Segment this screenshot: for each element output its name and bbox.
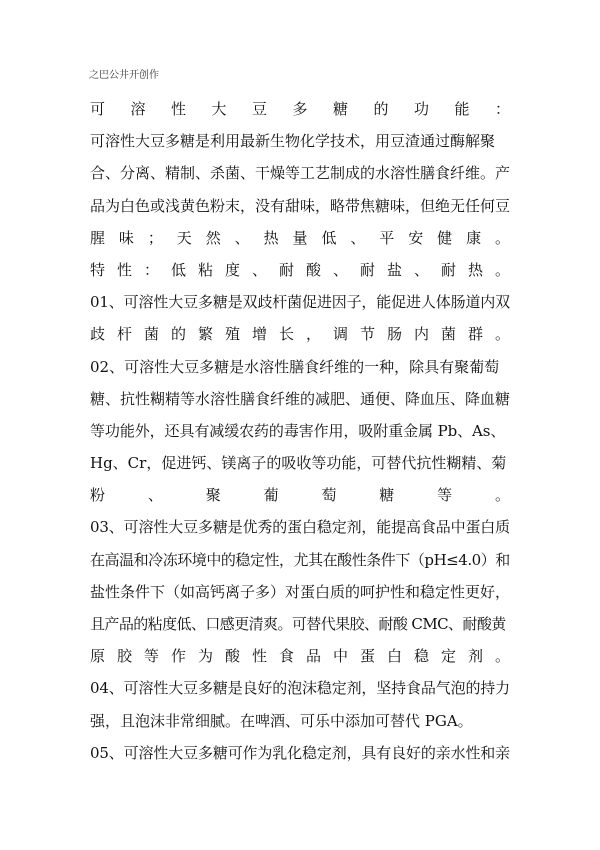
paragraph-line: 特性：低粘度、耐酸、耐盐、耐热。: [90, 260, 522, 279]
paragraph-line: 等功能外，还具有减缓农药的毒害作用，吸附重金属 Pb、As、: [90, 421, 506, 440]
paragraph-line: 腥味；天然、热量低、平安健康。: [90, 228, 524, 247]
paragraph-line: 且产品的粘度低、口感更清爽。可替代果胶、耐酸 CMC、耐酸黄: [90, 615, 506, 633]
paragraph-line: 在高温和冷冻环境中的稳定性，尤其在酸性条件下（pH≤4.0）和: [90, 550, 510, 569]
paragraph-line: 05、可溶性大豆多糖可作为乳化稳定剂，具有良好的亲水性和亲: [90, 743, 510, 762]
paragraph-line: 盐性条件下（如高钙离子多）对蛋白质的呵护性和稳定性更好，: [90, 582, 510, 601]
paragraph-line: 03、可溶性大豆多糖是优秀的蛋白稳定剂，能提高食品中蛋白质: [90, 518, 510, 537]
paragraph-line: 可溶性大豆多糖是利用最新生物化学技术，用豆渣通过酶解聚: [90, 132, 496, 151]
paragraph-line: 合、分离、精制、杀菌、干燥等工艺制成的水溶性膳食纤维。产: [90, 164, 510, 183]
paragraph-line: 糖、抗性糊精等水溶性膳食纤维的减肥、通便、降血压、降血糖: [90, 389, 510, 408]
paragraph-line: 04、可溶性大豆多糖是良好的泡沫稳定剂，坚持食品气泡的持力: [90, 679, 510, 698]
document-body: [90, 93, 553, 769]
paragraph-line: 02、可溶性大豆多糖是水溶性膳食纤维的一种，除具有聚葡萄: [90, 357, 500, 376]
paragraph-line: 粉、聚葡萄糖等。: [90, 486, 553, 505]
paragraph-line: 可溶性大豆多糖的功能：: [90, 100, 536, 118]
paragraph-line: 强，且泡沫非常细腻。在啤酒、可乐中添加可替代 PGA。: [90, 711, 473, 730]
paragraph-line: 01、可溶性大豆多糖是双歧杆菌促进因子，能促进人体肠道内双: [90, 293, 510, 312]
paragraph-line: Hg、Cr，促进钙、镁离子的吸收等功能，可替代抗性糊精、菊: [90, 454, 507, 473]
paragraph-line: 歧杆菌的繁殖增长，调节肠内菌群。: [90, 325, 522, 344]
paragraph-line: 品为白色或浅黄色粉末，没有甜味，略带焦糖味，但绝无任何豆: [90, 196, 510, 215]
paragraph-line: 原胶等作为酸性食品中蛋白稳定剂。: [90, 647, 522, 666]
header-note: 之巴公井开创作: [89, 70, 159, 81]
